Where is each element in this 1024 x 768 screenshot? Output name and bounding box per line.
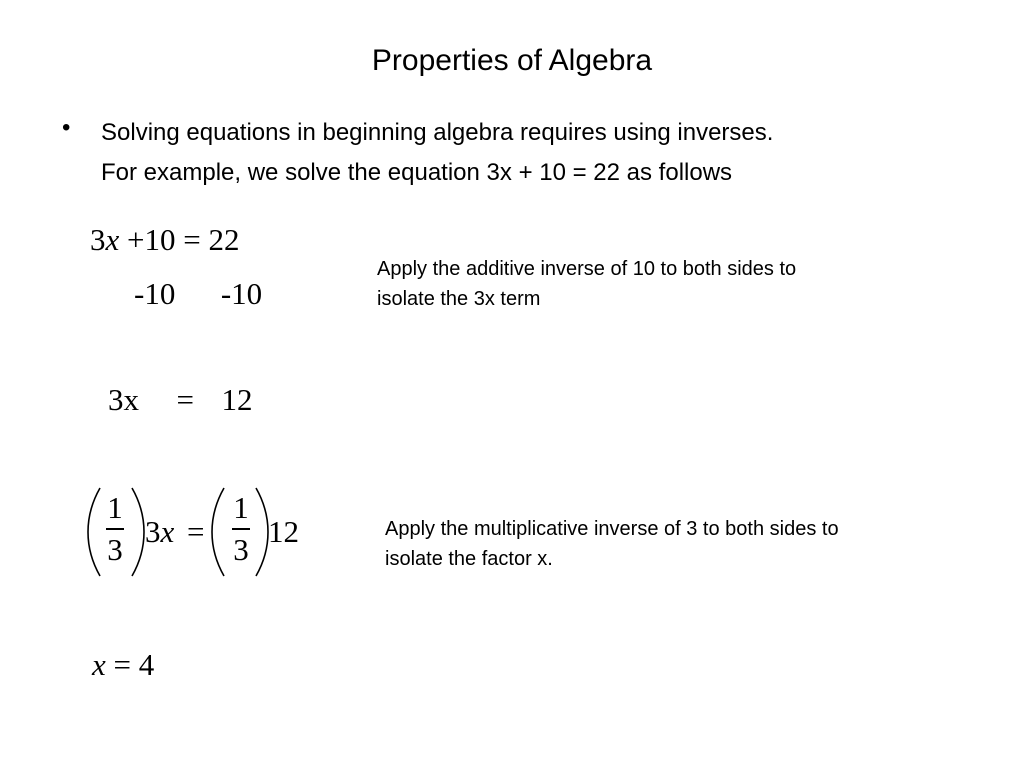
step4-var: x: [160, 514, 175, 549]
fraction2-denominator: 3: [233, 532, 249, 567]
step3-lhs: 3x: [108, 382, 139, 417]
step5-rhs: 4: [138, 647, 155, 682]
step2-right: -10: [220, 276, 263, 311]
equation-step-5: [92, 647, 154, 683]
fraction2-numerator: 1: [233, 490, 249, 525]
step5-var: x: [92, 647, 106, 682]
step1-equals: =: [183, 222, 201, 257]
bullet-text: [101, 113, 981, 193]
step2-left: -10: [134, 276, 176, 311]
equation-step-1: [90, 222, 239, 258]
step1-rhs: 22: [208, 222, 240, 257]
step1-plus: +: [127, 222, 145, 257]
step5-equals: =: [113, 647, 131, 682]
note-additive-inverse: Apply the additive inverse of 10 to both sides to isolate the 3x term: [377, 258, 797, 310]
step4-equals: =: [187, 514, 205, 549]
bullet-line-2: For example, we solve the equation 3x + 10 = 22 as follows: [101, 159, 733, 186]
step3-equals: =: [176, 382, 194, 417]
fraction1-numerator: 1: [107, 490, 123, 525]
step3-rhs: 12: [221, 382, 253, 417]
fraction-one-third-2: [232, 490, 250, 568]
fraction2-bar: [232, 528, 250, 530]
slide-title: Properties of Algebra: [371, 44, 653, 77]
equation-step-3: [108, 382, 252, 418]
step1-var: x: [105, 222, 120, 257]
step4-rhs: 12: [268, 514, 299, 549]
bullet-marker: •: [62, 114, 71, 141]
equation-step-4: [86, 486, 316, 578]
step1-coef: 3: [90, 222, 106, 257]
step1-const: 10: [144, 222, 176, 257]
fraction1-denominator: 3: [107, 532, 123, 567]
fraction-one-third-1: [106, 490, 124, 568]
equation-step-2: [134, 276, 262, 312]
note-multiplicative-inverse: Apply the multiplicative inverse of 3 to both sides to isolate the factor x.: [385, 518, 839, 570]
bullet-line-1: Solving equations in beginning algebra requires using inverses.: [101, 119, 774, 146]
step4-coef-term: [145, 514, 174, 550]
fraction1-bar: [106, 528, 124, 530]
step4-coef: 3: [145, 514, 161, 549]
